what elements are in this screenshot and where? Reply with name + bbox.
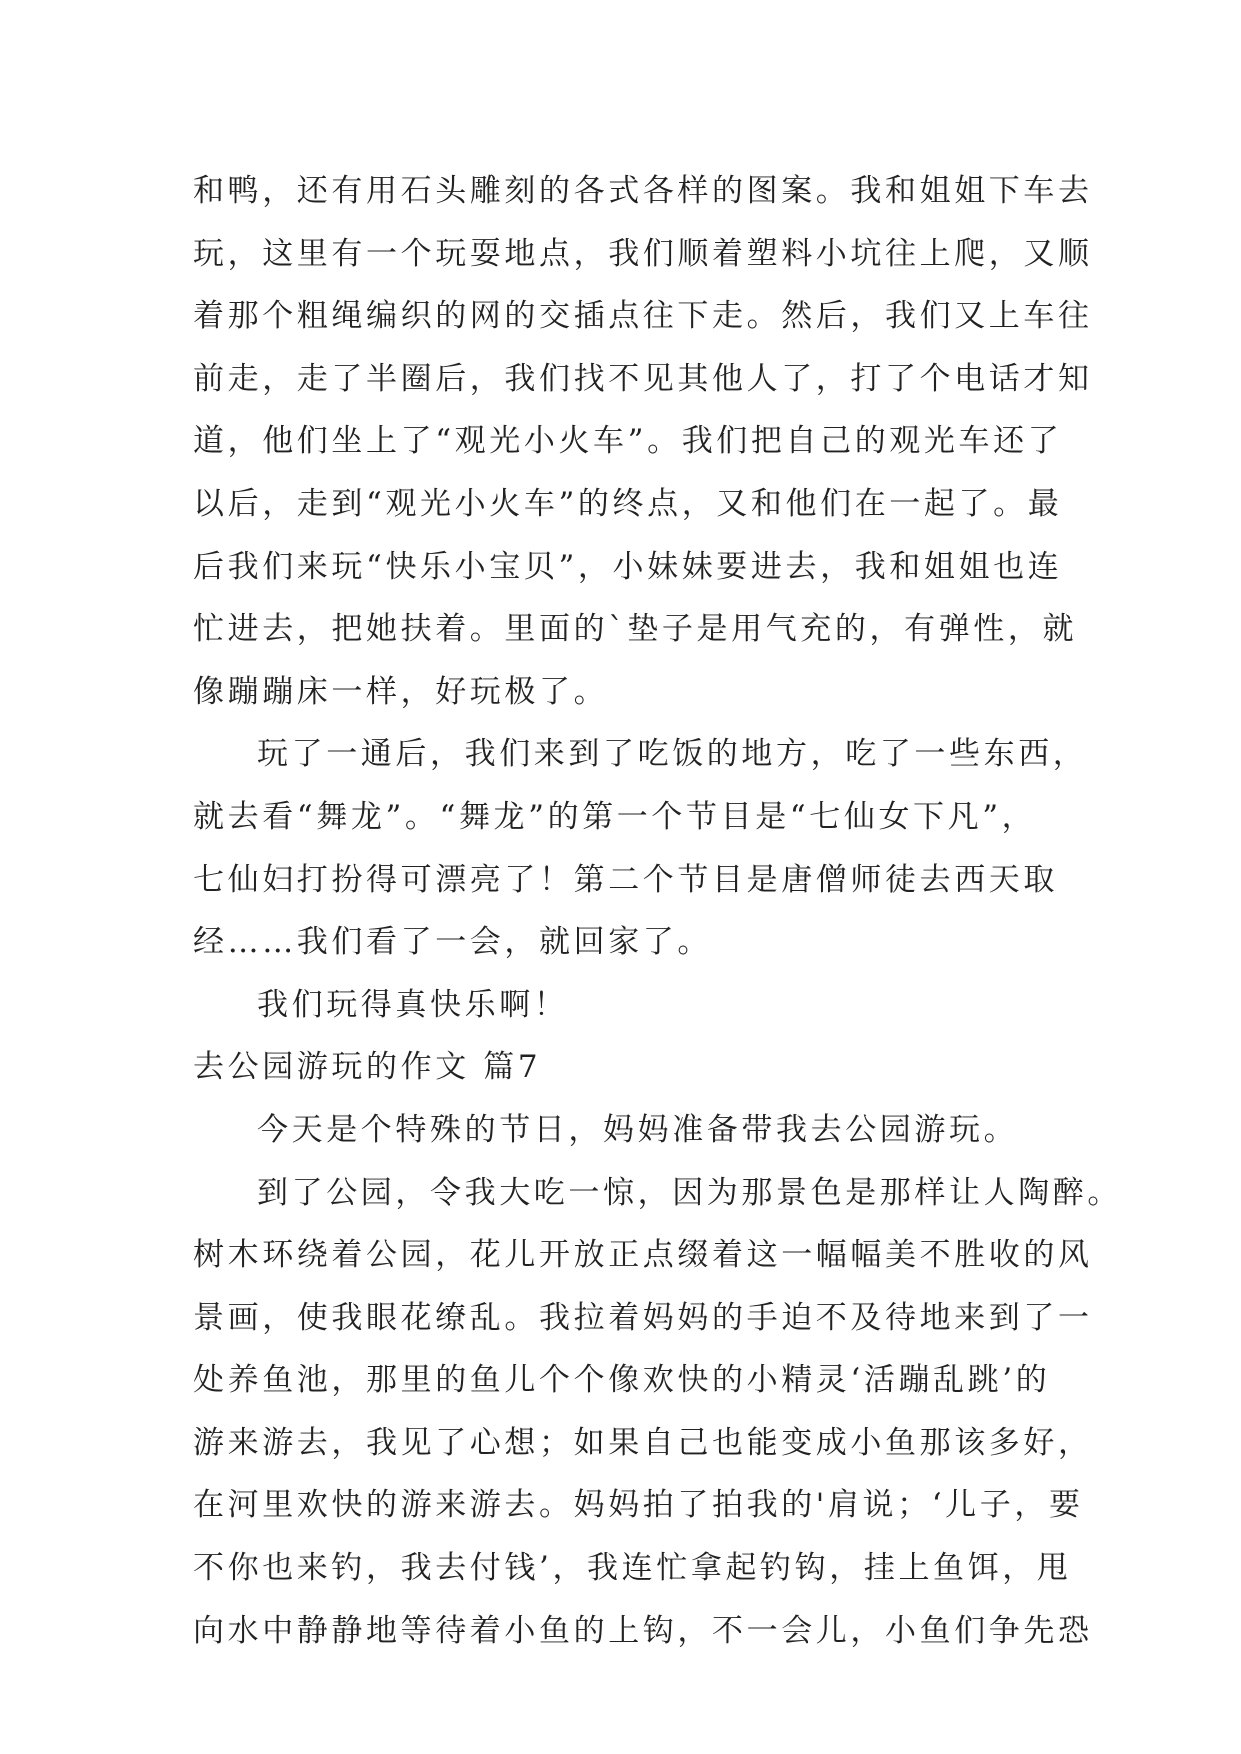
section-heading: 去公园游玩的作文 篇7 (193, 1049, 542, 1086)
text-line: 像蹦蹦床一样，好玩极了。 (193, 673, 609, 710)
paragraph-start-line: 玩了一通后，我们来到了吃饭的地方，吃了一些东西， (257, 736, 1088, 773)
text-line: 处养鱼池，那里的鱼儿个个像欢快的小精灵‘活蹦乱跳’的 (193, 1362, 1051, 1399)
text-line: 经……我们看了一会，就回家了。 (193, 924, 712, 961)
paragraph-start-line: 到了公园，令我大吃一惊，因为那景色是那样让人陶醉。 (257, 1174, 1122, 1211)
text-line: 就去看“舞龙”。“舞龙”的第一个节目是“七仙女下凡”， (193, 798, 1037, 835)
text-line: 玩，这里有一个玩耍地点，我们顺着塑料小坑往上爬，又顺 (193, 235, 1093, 272)
text-line: 后我们来玩“快乐小宝贝”，小妹妹要进去，我和姐姐也连 (193, 548, 1063, 585)
paragraph-start-line: 我们玩得真快乐啊！ (257, 986, 569, 1023)
text-line: 忙进去，把她扶着。里面的`垫子是用气充的，有弹性，就 (193, 611, 1078, 648)
text-line: 以后，走到“观光小火车”的终点，又和他们在一起了。最 (193, 485, 1063, 522)
text-line: 树木环绕着公园，花儿开放正点缀着这一幅幅美不胜收的风 (193, 1237, 1093, 1274)
text-line: 景画，使我眼花缭乱。我拉着妈妈的手迫不及待地来到了一 (193, 1299, 1093, 1336)
document-body (193, 160, 1122, 1662)
text-line: 不你也来钓，我去付钱’，我连忙拿起钓钩，挂上鱼饵，甩 (193, 1550, 1072, 1587)
text-line: 七仙妇打扮得可漂亮了！第二个节目是唐僧师徒去西天取 (193, 861, 1058, 898)
text-line: 在河里欢快的游来游去。妈妈拍了拍我的'肩说；‘儿子，要 (193, 1487, 1084, 1524)
text-line: 和鸭，还有用石头雕刻的各式各样的图案。我和姐姐下车去 (193, 173, 1093, 209)
text-line: 前走，走了半圈后，我们找不见其他人了，打了个电话才知 (193, 360, 1093, 397)
text-line: 游来游去，我见了心想；如果自己也能变成小鱼那该多好， (193, 1424, 1093, 1461)
text-line: 道，他们坐上了“观光小火车”。我们把自己的观光车还了 (193, 423, 1063, 460)
text-line: 向水中静静地等待着小鱼的上钩，不一会儿，小鱼们争先恐 (193, 1612, 1093, 1649)
text-line: 着那个粗绳编织的网的交插点往下走。然后，我们又上车往 (193, 298, 1093, 335)
paragraph-start-line: 今天是个特殊的节日，妈妈准备带我去公园游玩。 (257, 1111, 1019, 1148)
